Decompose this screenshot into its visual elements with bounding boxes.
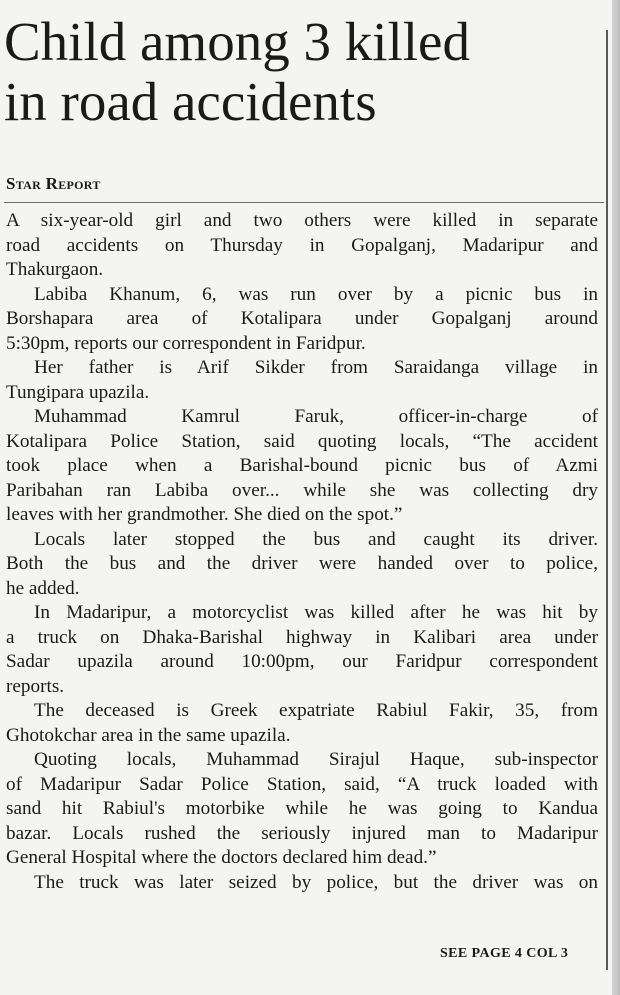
column-rule <box>606 30 608 970</box>
body-line: The truck was later seized by police, but the driver was on <box>34 871 598 893</box>
body-line: Ghotokchar area in the same upazila. <box>6 724 291 746</box>
body-line: Her father is Arif Sikder from Saraidanga village in <box>34 357 598 378</box>
headline-line-1: Child among 3 killed <box>4 11 470 72</box>
body-line: road accidents on Thursday in Gopalganj, Madaripur and <box>6 234 598 256</box>
headline <box>4 12 604 132</box>
page-edge-shadow <box>612 0 620 995</box>
byline: Star Report <box>6 174 101 193</box>
body-line: Thakurgaon. <box>6 259 104 280</box>
body-line: sand hit Rabiul's motorbike while he was going to Kandua <box>6 798 598 819</box>
body-line: General Hospital where the doctors declared him dead.” <box>6 847 437 868</box>
body-line: Muhammad Kamrul Faruk, officer-in-charge of <box>34 406 598 427</box>
body-line: A six-year-old girl and two others were killed in separate <box>6 210 598 231</box>
body-line: In Madaripur, a motorcyclist was killed after he was hit by <box>34 602 598 623</box>
body-line: took place when a Barishal-bound picnic bus of Azmi <box>6 455 598 476</box>
body-line: Quoting locals, Muhammad Sirajul Haque, sub-inspector <box>34 749 598 770</box>
body-line: Locals later stopped the bus and caught its driver. <box>34 528 598 550</box>
body-line: Paribahan ran Labiba over... while she was collecting dry <box>6 479 598 501</box>
body-line: reports. <box>6 675 65 697</box>
body-line: Kotalipara Police Station, said quoting locals, “The accident <box>6 430 598 452</box>
body-line: of Madaripur Sadar Police Station, said, “A truck loaded with <box>6 773 598 795</box>
headline-line-2: in road accidents <box>4 71 377 132</box>
body-line: Borshapara area of Kotalipara under Gopalganj around <box>6 308 598 329</box>
body-line: he added. <box>6 577 80 599</box>
body-line: Labiba Khanum, 6, was run over by a picnic bus in <box>34 283 598 305</box>
body-line: leaves with her grandmother. She died on the spot.” <box>6 504 403 525</box>
continuation-note: SEE PAGE 4 COL 3 <box>440 946 569 961</box>
body-line: bazar. Locals rushed the seriously injured man to Madaripur <box>6 822 598 844</box>
article-body <box>6 209 598 895</box>
body-line: 5:30pm, reports our correspondent in Faridpur. <box>6 332 366 354</box>
body-line: Both the bus and the driver were handed over to police, <box>6 553 598 574</box>
body-line: The deceased is Greek expatriate Rabiul Fakir, 35, from <box>34 700 598 721</box>
body-line: Tungipara upazila. <box>6 381 150 403</box>
body-line: a truck on Dhaka-Barishal highway in Kalibari area under <box>6 626 598 648</box>
byline-divider <box>4 202 604 203</box>
body-line: Sadar upazila around 10:00pm, our Faridpur correspondent <box>6 651 598 672</box>
